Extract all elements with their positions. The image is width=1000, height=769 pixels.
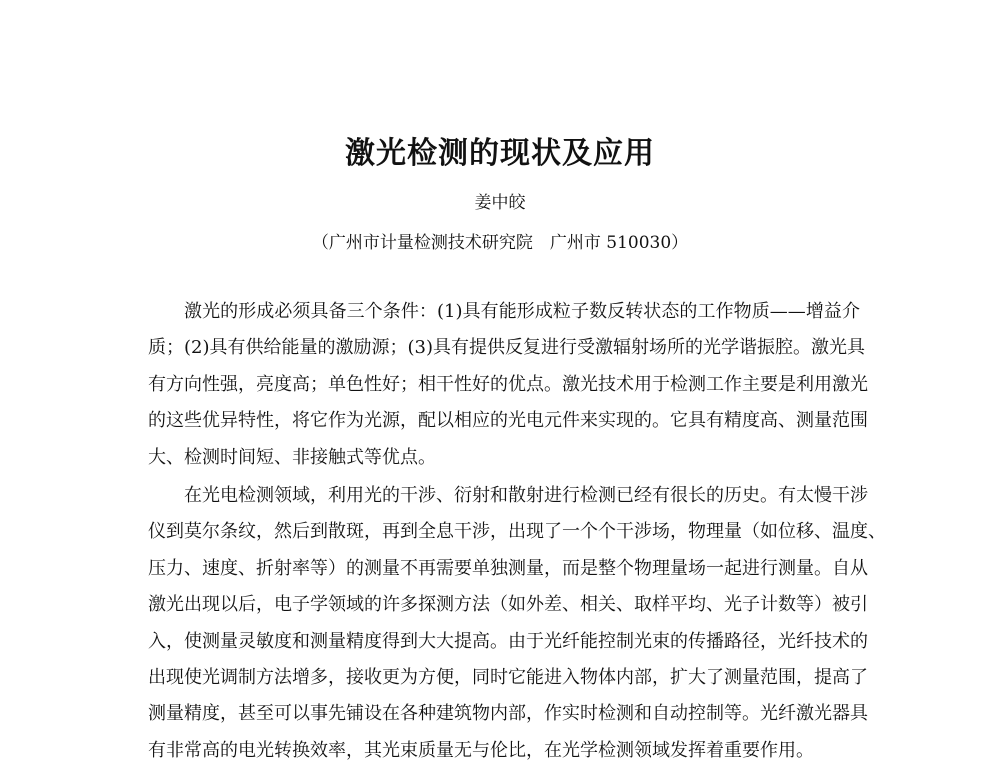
text-line: 质；(2)具有供给能量的激励源；(3)具有提供反复进行受激辐射场所的光学谐振腔。激光具 <box>148 337 865 359</box>
text-line: 测量精度，甚至可以事先铺设在各种建筑物内部，作实时检测和自动控制等。光纤激光器具 <box>148 703 868 725</box>
text-line: 压力、速度、折射率等）的测量不再需要单独测量，而是整个物理量场一起进行测量。自从 <box>148 557 868 579</box>
text-line: 激光的形成必须具备三个条件：(1)具有能形成粒子数反转状态的工作物质——增益介 <box>184 301 860 322</box>
page-title: 激光检测的现状及应用 <box>345 136 655 171</box>
text-line: 出现使光调制方法增多，接收更为方便，同时它能进入物体内部，扩大了测量范围，提高了 <box>148 666 868 688</box>
text-line: 有方向性强，亮度高；单色性好；相干性好的优点。激光技术用于检测工作主要是利用激光 <box>148 373 868 395</box>
text-line: 大、检测时间短、非接触式等优点。 <box>148 446 436 468</box>
text-line: 入，使测量灵敏度和测量精度得到大大提高。由于光纤能控制光束的传播路径，光纤技术的 <box>148 630 868 652</box>
paragraph-1 <box>148 294 868 476</box>
paragraph-2 <box>148 478 886 769</box>
text-line: 的这些优异特性，将它作为光源，配以相应的光电元件来实现的。它具有精度高、测量范围 <box>148 410 868 432</box>
text-line: 激光出现以后，电子学领域的许多探测方法（如外差、相关、取样平均、光子计数等）被引 <box>148 594 868 616</box>
text-line: 仪到莫尔条纹，然后到散斑，再到全息干涉，出现了一个个干涉场，物理量（如位移、温度、 <box>148 521 886 543</box>
author: 姜中皎 <box>474 193 526 213</box>
affiliation: （广州市计量检测技术研究院 广州市 510030） <box>311 233 689 253</box>
article-body <box>148 294 886 769</box>
text-line: 在光电检测领域，利用光的干涉、衍射和散射进行检测已经有很长的历史。有太慢干涉 <box>184 484 868 506</box>
text-line: 有非常高的电光转换效率，其光束质量无与伦比，在光学检测领域发挥着重要作用。 <box>148 739 814 761</box>
